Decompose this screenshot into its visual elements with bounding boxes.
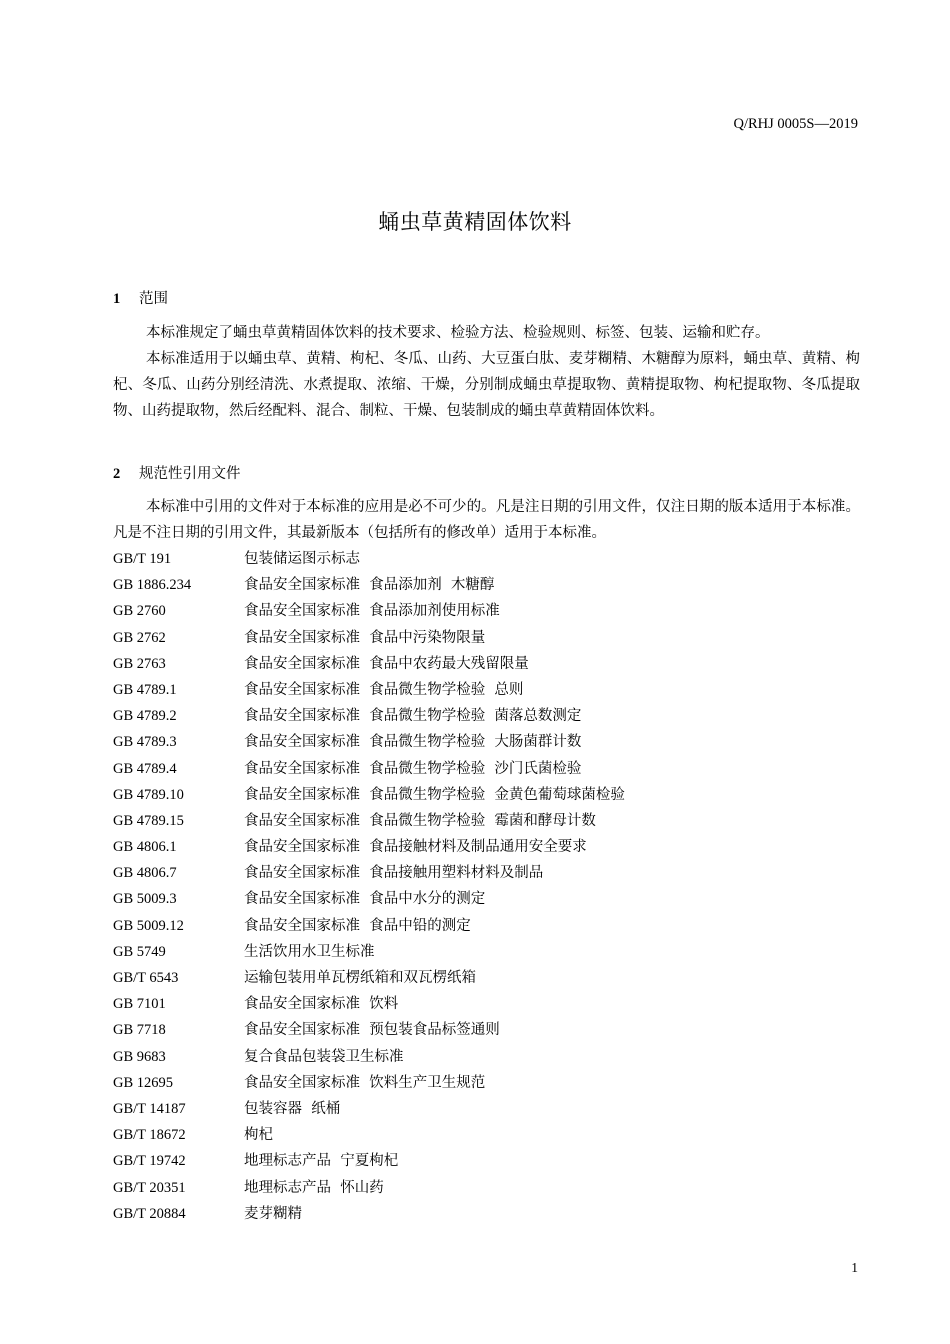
reference-code: GB/T 14187 — [113, 1100, 186, 1117]
reference-code: GB/T 20884 — [113, 1205, 186, 1222]
reference-title: 食品安全国家标准 饮料 — [244, 996, 399, 1013]
reference-item — [113, 860, 860, 886]
section-heading-scope — [113, 287, 168, 308]
reference-code: GB 5009.3 — [113, 891, 177, 908]
reference-item — [113, 1017, 860, 1043]
reference-code: GB 4789.2 — [113, 708, 177, 725]
reference-code: GB 4806.7 — [113, 865, 177, 882]
reference-item — [113, 1201, 860, 1227]
scope-paragraph-2: 本标准适用于以蛹虫草、黄精、枸杞、冬瓜、山药、大豆蛋白肽、麦芽糊精、木糖醇为原料，蛹虫草、黄精、枸杞、冬瓜、山药分别经清洗、水煮提取、浓缩、干燥，分别制成蛹虫草提取物、黄精提取物、枸杞提取物、冬瓜提取物、山药提取物，然后经配料、混合、制粒、干燥、包装制成的蛹虫草黄精固体饮料。 — [113, 351, 860, 420]
reference-code: GB 1886.234 — [113, 577, 192, 594]
reference-code: GB 9683 — [113, 1048, 166, 1065]
reference-code: GB 5749 — [113, 943, 166, 960]
reference-item — [113, 625, 860, 651]
reference-title: 包装容器 纸桶 — [244, 1100, 341, 1117]
reference-item — [113, 782, 860, 808]
reference-title: 食品安全国家标准 饮料生产卫生规范 — [244, 1074, 486, 1091]
reference-code: GB 4789.4 — [113, 760, 177, 777]
scope-paragraph-1: 本标准规定了蛹虫草黄精固体饮料的技术要求、检验方法、检验规则、标签、包装、运输和贮存。 — [146, 325, 770, 341]
section-title: 范围 — [139, 291, 168, 307]
reference-item — [113, 651, 860, 677]
section-heading-normative-references — [113, 462, 241, 483]
reference-code: GB 2762 — [113, 629, 166, 646]
reference-code: GB 7718 — [113, 1022, 166, 1039]
reference-item — [113, 1148, 860, 1174]
reference-item — [113, 1122, 860, 1148]
reference-title: 包装储运图示标志 — [244, 551, 360, 567]
reference-item — [113, 886, 860, 912]
reference-item — [113, 834, 860, 860]
reference-code: GB/T 18672 — [113, 1127, 186, 1144]
reference-title: 食品安全国家标准 食品添加剂 木糖醇 — [244, 577, 495, 594]
reference-title: 食品安全国家标准 食品中水分的测定 — [244, 891, 486, 908]
reference-code: GB 12695 — [113, 1074, 174, 1091]
reference-title: 枸杞 — [244, 1127, 273, 1144]
reference-item — [113, 808, 860, 834]
reference-item — [113, 1096, 860, 1122]
reference-title: 食品安全国家标准 食品接触用塑料材料及制品 — [244, 865, 544, 882]
reference-title: 麦芽糊精 — [244, 1205, 302, 1222]
reference-item — [113, 991, 860, 1017]
reference-item — [113, 1070, 860, 1096]
reference-item — [113, 677, 860, 703]
document-title: 蛹虫草黄精固体饮料 — [378, 210, 572, 234]
reference-code: GB 2760 — [113, 603, 166, 620]
reference-code: GB 4789.15 — [113, 812, 184, 829]
reference-title: 食品安全国家标准 食品微生物学检验 金黄色葡萄球菌检验 — [244, 786, 625, 803]
reference-code: GB 2763 — [113, 655, 166, 672]
reference-item — [113, 729, 860, 755]
section-title: 规范性引用文件 — [139, 466, 241, 482]
reference-code: GB 4789.10 — [113, 786, 184, 803]
reference-title: 复合食品包装袋卫生标准 — [244, 1048, 404, 1065]
reference-code: GB/T 19742 — [113, 1153, 186, 1170]
reference-title: 食品安全国家标准 预包装食品标签通则 — [244, 1022, 500, 1039]
reference-title: 食品安全国家标准 食品中农药最大残留限量 — [244, 655, 529, 672]
reference-title: 食品安全国家标准 食品微生物学检验 大肠菌群计数 — [244, 734, 582, 751]
reference-title: 食品安全国家标准 食品中污染物限量 — [244, 629, 486, 646]
reference-item — [113, 703, 860, 729]
reference-code: GB/T 6543 — [113, 970, 179, 986]
reference-code: GB/T 20351 — [113, 1179, 186, 1196]
reference-title: 地理标志产品 宁夏枸杞 — [244, 1153, 399, 1170]
reference-item — [113, 598, 860, 624]
reference-item — [113, 572, 860, 598]
reference-item — [113, 1044, 860, 1070]
reference-title: 食品安全国家标准 食品微生物学检验 总则 — [244, 681, 524, 698]
section-number: 2 — [113, 466, 121, 482]
reference-title: 食品安全国家标准 食品中铅的测定 — [244, 917, 471, 934]
reference-item — [113, 756, 860, 782]
reference-code: GB 4789.3 — [113, 734, 177, 751]
reference-code: GB 5009.12 — [113, 917, 184, 934]
reference-title: 食品安全国家标准 食品微生物学检验 菌落总数测定 — [244, 708, 582, 725]
reference-list — [113, 546, 860, 1227]
standard-number: Q/RHJ 0005S—2019 — [733, 116, 858, 132]
reference-title: 运输包装用单瓦楞纸箱和双瓦楞纸箱 — [244, 970, 476, 986]
reference-item — [113, 939, 860, 965]
reference-code: GB 7101 — [113, 996, 166, 1013]
page-number: 1 — [851, 1260, 858, 1275]
reference-code: GB 4806.1 — [113, 839, 177, 856]
reference-title: 生活饮用水卫生标准 — [244, 943, 375, 960]
section-number: 1 — [113, 291, 121, 307]
reference-item — [113, 965, 860, 991]
reference-title: 食品安全国家标准 食品接触材料及制品通用安全要求 — [244, 839, 587, 856]
reference-item — [113, 913, 860, 939]
reference-title: 地理标志产品 怀山药 — [244, 1179, 384, 1196]
reference-code: GB 4789.1 — [113, 681, 177, 698]
reference-title: 食品安全国家标准 食品微生物学检验 霉菌和酵母计数 — [244, 812, 596, 829]
references-intro-paragraph: 本标准中引用的文件对于本标准的应用是必不可少的。凡是注日期的引用文件，仅注日期的版本适用于本标准。凡是不注日期的引用文件，其最新版本（包括所有的修改单）适用于本标准。 — [113, 499, 860, 542]
reference-item — [113, 546, 860, 572]
reference-code: GB/T 191 — [113, 551, 172, 567]
reference-title: 食品安全国家标准 食品微生物学检验 沙门氏菌检验 — [244, 760, 582, 777]
reference-title: 食品安全国家标准 食品添加剂使用标准 — [244, 603, 500, 620]
reference-item — [113, 1175, 860, 1201]
